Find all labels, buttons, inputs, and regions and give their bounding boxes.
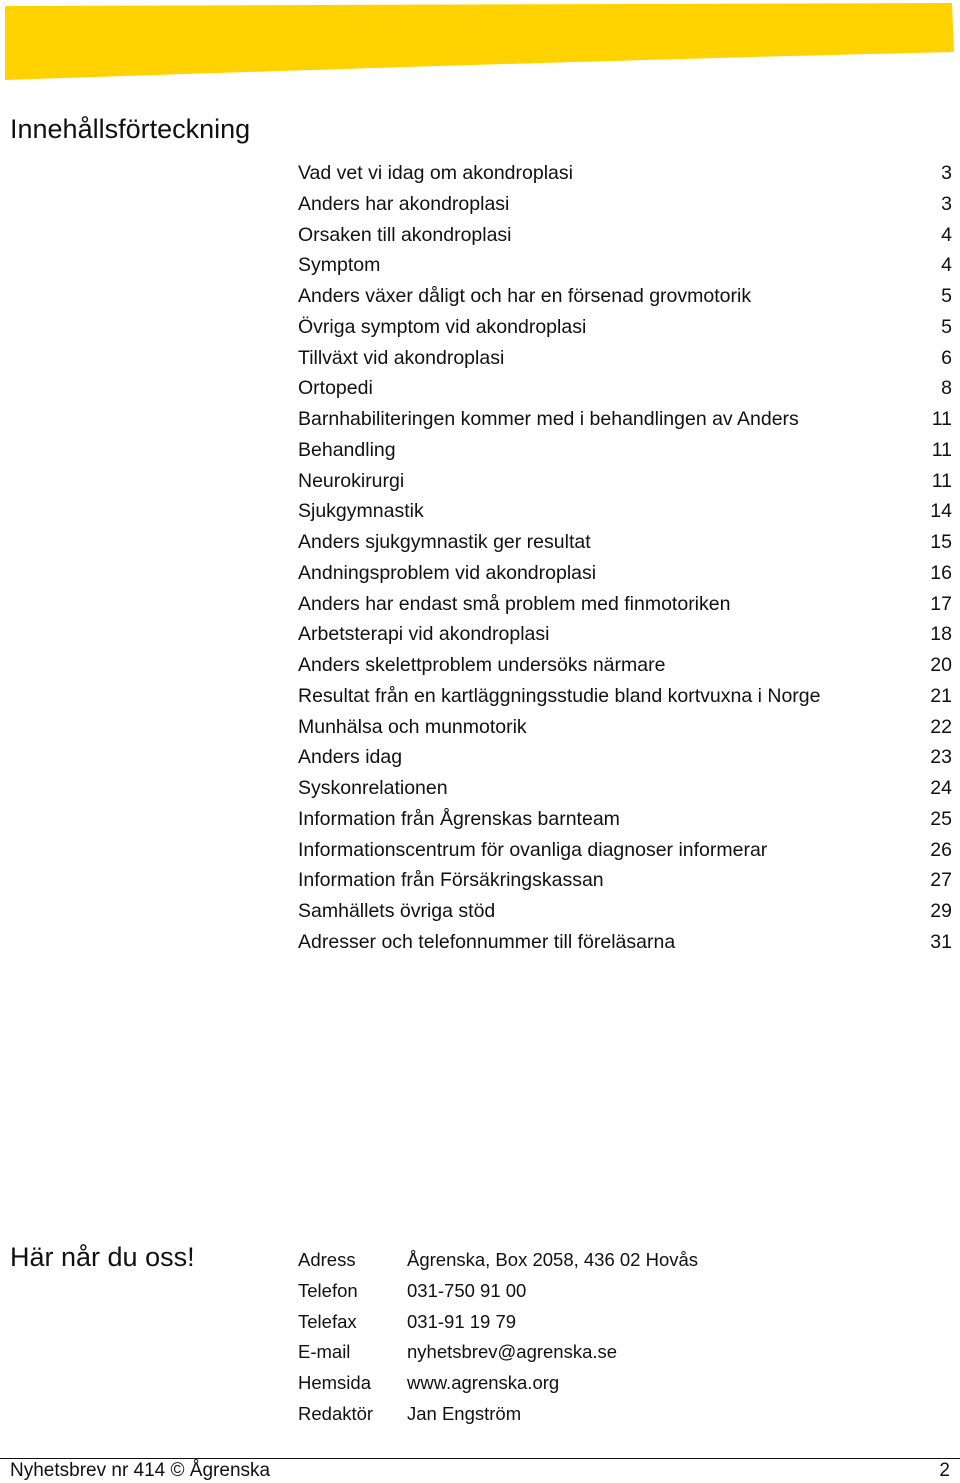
toc-entry-page: 11	[931, 408, 952, 430]
toc-entry-title: Anders sjukgymnastik ger resultat	[298, 531, 591, 553]
toc-entry	[298, 312, 952, 343]
toc-entry-title: Tillväxt vid akondroplasi	[298, 346, 505, 369]
toc-entry-page: 21	[930, 684, 952, 707]
toc-entry-page: 16	[930, 561, 952, 584]
toc-entry-page: 4	[941, 254, 952, 277]
toc-entry	[298, 558, 952, 589]
contact-label: Hemsida	[298, 1372, 371, 1394]
toc-entry	[298, 804, 952, 835]
contact-row-phone	[298, 1276, 698, 1307]
contact-row-address	[298, 1245, 698, 1276]
toc-title: Innehållsförteckning	[10, 114, 251, 144]
toc-entry	[298, 589, 952, 620]
toc-entry-title: Symptom	[298, 254, 381, 277]
toc-entry-title: Anders växer dåligt och har en försenad grovmotorik	[298, 285, 752, 307]
contact-row-email	[298, 1337, 698, 1368]
toc-entry-page: 5	[941, 285, 952, 307]
toc-entry-page: 24	[930, 777, 952, 799]
page-number: 2	[939, 1460, 950, 1481]
toc-entry-page: 29	[930, 900, 952, 922]
toc-entry	[298, 896, 952, 927]
contact-label: Telefon	[298, 1279, 358, 1301]
contact-heading: Här når du oss!	[10, 1242, 195, 1272]
contact-label: Adress	[298, 1249, 356, 1270]
toc-entry	[298, 466, 952, 497]
toc-entry	[298, 527, 952, 558]
contact-row-fax	[298, 1307, 698, 1338]
toc-entry-page: 14	[930, 500, 952, 523]
toc-entry-page: 8	[941, 377, 952, 400]
toc-entry-page: 26	[930, 838, 952, 861]
toc-entry-page: 27	[930, 869, 952, 892]
website-link[interactable]: www.agrenska.org	[407, 1372, 560, 1394]
contact-value: Ågrenska, Box 2058, 436 02 Hovås	[407, 1249, 699, 1270]
toc-entry	[298, 220, 952, 251]
toc-entry-title: Övriga symptom vid akondroplasi	[298, 315, 587, 338]
contact-value: 031-750 91 00	[407, 1279, 527, 1301]
toc-entry	[298, 343, 952, 374]
toc-entry-title: Behandling	[298, 438, 396, 461]
toc-entry-title: Munhälsa och munmotorik	[298, 715, 527, 738]
toc-entry-page: 3	[941, 192, 952, 215]
email-link[interactable]: nyhetsbrev@agrenska.se	[407, 1341, 618, 1363]
toc-entry-page: 18	[930, 623, 952, 646]
toc-entry	[298, 865, 952, 896]
toc-entry-page: 20	[930, 654, 952, 676]
toc-entry	[298, 373, 952, 404]
toc-entry-page: 25	[930, 807, 952, 830]
toc-entry-title: Information från Ågrenskas barnteam	[298, 807, 620, 830]
toc-entry-title: Resultat från en kartläggningsstudie bland kortvuxna i Norge	[298, 684, 821, 707]
toc-entry-title: Sjukgymnastik	[298, 500, 424, 523]
toc-entry-page: 6	[941, 346, 952, 369]
toc-entry-title: Vad vet vi idag om akondroplasi	[298, 162, 573, 184]
toc-entry-page: 5	[941, 315, 952, 338]
toc-entry-page: 22	[930, 715, 952, 738]
toc-entry	[298, 404, 952, 435]
toc-entry-page: 17	[930, 592, 952, 615]
toc-entry-title: Orsaken till akondroplasi	[298, 223, 512, 246]
toc-entry-page: 3	[941, 162, 952, 184]
toc-entry-title: Informationscentrum för ovanliga diagnoser informerar	[298, 838, 768, 861]
toc-entry	[298, 496, 952, 527]
toc-entry	[298, 742, 952, 773]
toc-entry	[298, 619, 952, 650]
toc-entry-page: 23	[930, 746, 952, 769]
toc-entry-page: 15	[930, 531, 952, 553]
toc-entry-title: Andningsproblem vid akondroplasi	[298, 561, 597, 584]
toc-entry-page: 4	[941, 223, 952, 246]
toc-entry	[298, 927, 952, 958]
contact-label: Telefax	[298, 1310, 357, 1332]
contact-details	[298, 1245, 698, 1430]
toc-entry-title: Neurokirurgi	[298, 469, 405, 492]
toc-entry-page: 11	[931, 438, 952, 461]
toc-entry-title: Anders skelettproblem undersöks närmare	[298, 654, 666, 676]
toc-list	[298, 158, 952, 958]
yellow-header-banner	[0, 0, 960, 90]
contact-row-editor	[298, 1399, 698, 1430]
toc-entry-title: Anders idag	[298, 746, 403, 769]
toc-entry-title: Syskonrelationen	[298, 777, 448, 799]
toc-entry	[298, 773, 952, 804]
toc-entry-page: 31	[930, 930, 952, 953]
footer-divider	[0, 1458, 960, 1459]
toc-entry-title: Information från Försäkringskassan	[298, 869, 604, 892]
page-footer	[0, 1458, 960, 1483]
toc-entry-title: Ortopedi	[298, 377, 373, 400]
contact-value: Jan Engström	[407, 1402, 522, 1424]
toc-entry-title: Adresser och telefonnummer till föreläsarna	[298, 930, 676, 953]
toc-entry	[298, 250, 952, 281]
toc-entry	[298, 189, 952, 220]
contact-label: E-mail	[298, 1341, 351, 1363]
toc-entry-title: Barnhabiliteringen kommer med i behandlingen av Anders	[298, 408, 799, 430]
toc-entry	[298, 681, 952, 712]
footer-publication: Nyhetsbrev nr 414 © Ågrenska	[10, 1460, 271, 1481]
toc-entry	[298, 835, 952, 866]
toc-entry-page: 11	[931, 469, 952, 492]
toc-entry-title: Samhällets övriga stöd	[298, 900, 496, 922]
toc-entry	[298, 712, 952, 743]
toc-entry-title: Anders har akondroplasi	[298, 192, 510, 215]
toc-entry	[298, 158, 952, 189]
toc-entry	[298, 281, 952, 312]
toc-entry-title: Arbetsterapi vid akondroplasi	[298, 623, 550, 646]
toc-entry-title: Anders har endast små problem med finmotoriken	[298, 592, 731, 615]
toc-entry	[298, 435, 952, 466]
contact-value: 031-91 19 79	[407, 1310, 517, 1332]
contact-row-website	[298, 1368, 698, 1399]
contact-label: Redaktör	[298, 1402, 374, 1424]
toc-entry	[298, 650, 952, 681]
